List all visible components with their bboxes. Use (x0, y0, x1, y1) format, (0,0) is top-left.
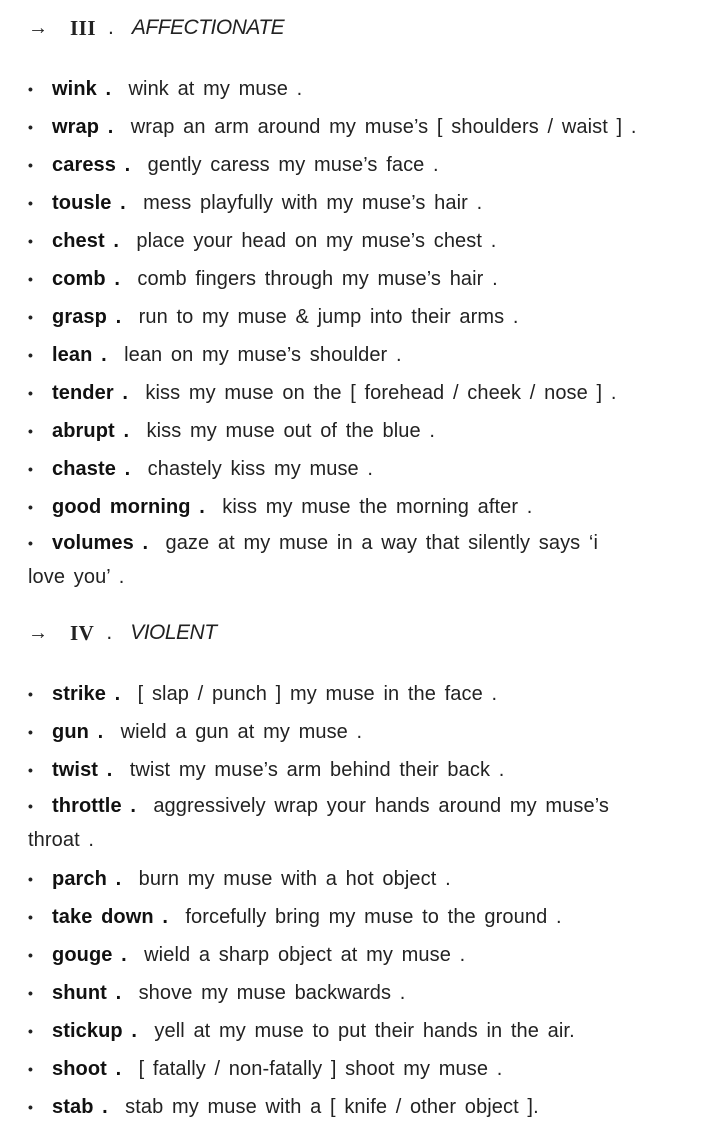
item-description: burn my muse with a hot object . (138, 868, 451, 890)
bullet-icon: • (28, 762, 34, 778)
list-item (28, 789, 692, 860)
item-description: aggressively wrap your hands around my muse’s (153, 795, 610, 817)
item-keyword: abrupt . (52, 420, 130, 442)
item-description: chastely kiss my muse . (147, 458, 374, 480)
item-keyword: good morning . (52, 496, 205, 518)
item-keyword: grasp . (52, 306, 122, 328)
bullet-icon: • (28, 798, 34, 814)
item-description: [ fatally / non-fatally ] shoot my muse . (138, 1058, 503, 1080)
item-description: gently caress my muse’s face . (147, 154, 439, 176)
bullet-icon: • (28, 1061, 34, 1077)
bullet-icon: • (28, 385, 34, 401)
section-separator: . (108, 16, 114, 39)
item-description: forcefully bring my muse to the ground . (185, 906, 562, 928)
item-keyword: volumes . (52, 532, 149, 554)
list-item (28, 713, 692, 751)
list-item (28, 751, 692, 789)
item-description: stab my muse with a [ knife / other object ]. (125, 1096, 539, 1118)
bullet-icon: • (28, 347, 34, 363)
bullet-icon: • (28, 157, 34, 173)
item-keyword: parch . (52, 868, 122, 890)
list-item (28, 1012, 692, 1050)
bullet-icon: • (28, 119, 34, 135)
bullet-icon: • (28, 909, 34, 925)
bullet-icon: • (28, 195, 34, 211)
item-keyword: take down . (52, 906, 169, 928)
list-item (28, 1088, 692, 1126)
item-keyword: caress . (52, 154, 131, 176)
item-keyword: shoot . (52, 1058, 122, 1080)
bullet-icon: • (28, 81, 34, 97)
item-description: kiss my muse out of the blue . (146, 420, 436, 442)
item-keyword: twist . (52, 759, 113, 781)
item-description: yell at my muse to put their hands in the air. (154, 1020, 575, 1042)
bullet-icon: • (28, 499, 34, 515)
item-description: wrap an arm around my muse’s [ shoulders / waist ] . (130, 116, 637, 138)
list-item (28, 146, 692, 184)
bullet-icon: • (28, 871, 34, 887)
list-item (28, 936, 692, 974)
list-item (28, 374, 692, 412)
bullet-icon: • (28, 271, 34, 287)
bullet-icon: • (28, 1023, 34, 1039)
item-keyword: throttle . (52, 795, 136, 817)
item-keyword: shunt . (52, 982, 122, 1004)
item-keyword: comb . (52, 268, 121, 290)
affectionate-list (28, 70, 692, 597)
item-description: twist my muse’s arm behind their back . (129, 759, 505, 781)
list-item (28, 1050, 692, 1088)
list-item (28, 488, 692, 526)
section-title: VIOLENT (130, 621, 217, 644)
section-separator: . (106, 621, 113, 644)
list-item (28, 675, 692, 713)
section-numeral: IV (70, 620, 95, 645)
arrow-right-icon: → (28, 16, 48, 39)
list-item (28, 450, 692, 488)
item-keyword: stickup . (52, 1020, 138, 1042)
item-description: run to my muse & jump into their arms . (138, 306, 519, 328)
bullet-icon: • (28, 423, 34, 439)
violent-list (28, 675, 692, 1126)
section-heading-affectionate (28, 0, 692, 56)
section-numeral: III (70, 15, 97, 40)
item-description: gaze at my muse in a way that silently says ‘i (165, 532, 599, 554)
bullet-icon: • (28, 686, 34, 702)
list-item (28, 860, 692, 898)
list-item (28, 184, 692, 222)
item-keyword: stab . (52, 1096, 108, 1118)
item-description: wield a gun at my muse . (120, 721, 363, 743)
bullet-icon: • (28, 309, 34, 325)
item-keyword: chaste . (52, 458, 131, 480)
list-item (28, 412, 692, 450)
list-item (28, 70, 692, 108)
item-description: wield a sharp object at my muse . (144, 944, 466, 966)
list-item (28, 108, 692, 146)
item-description: shove my muse backwards . (138, 982, 406, 1004)
item-keyword: wrap . (52, 116, 114, 138)
item-description: mess playfully with my muse’s hair . (143, 192, 483, 214)
arrow-right-icon: → (28, 621, 48, 644)
section-heading-violent (28, 605, 692, 661)
bullet-icon: • (28, 1099, 34, 1115)
list-item (28, 298, 692, 336)
list-item (28, 898, 692, 936)
list-item (28, 336, 692, 374)
list-item (28, 260, 692, 298)
item-keyword: strike . (52, 683, 121, 705)
item-keyword: chest . (52, 230, 120, 252)
item-keyword: lean . (52, 344, 107, 366)
bullet-icon: • (28, 947, 34, 963)
item-description: place your head on my muse’s chest . (136, 230, 497, 252)
list-item (28, 222, 692, 260)
list-item (28, 974, 692, 1012)
item-keyword: gouge . (52, 944, 127, 966)
bullet-icon: • (28, 535, 34, 551)
item-keyword: tender . (52, 382, 129, 404)
bullet-icon: • (28, 461, 34, 477)
item-description-continued: throat . (28, 829, 95, 851)
item-description: comb fingers through my muse’s hair . (137, 268, 498, 290)
bullet-icon: • (28, 724, 34, 740)
list-item (28, 526, 692, 597)
bullet-icon: • (28, 985, 34, 1001)
item-keyword: gun . (52, 721, 104, 743)
item-keyword: tousle . (52, 192, 126, 214)
bullet-icon: • (28, 233, 34, 249)
item-keyword: wink . (52, 78, 112, 100)
section-title: AFFECTIONATE (131, 16, 285, 39)
item-description: kiss my muse on the [ forehead / cheek / nose ] . (145, 382, 617, 404)
item-description: kiss my muse the morning after . (222, 496, 533, 518)
item-description-continued: love you’ . (28, 566, 125, 588)
item-description: [ slap / punch ] my muse in the face . (137, 683, 498, 705)
item-description: wink at my muse . (128, 78, 303, 100)
item-description: lean on my muse’s shoulder . (124, 344, 402, 366)
